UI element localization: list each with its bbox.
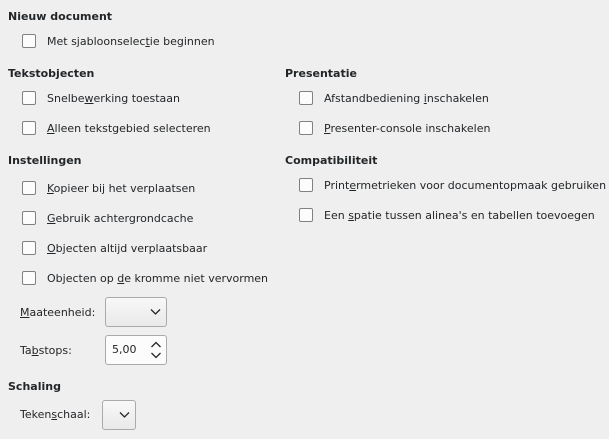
checkbox-box[interactable] [299,178,313,192]
checkbox-box[interactable] [299,91,313,105]
checkbox-label: Snelbewerking toestaan [47,91,181,105]
checkbox-box[interactable] [22,91,36,105]
checkbox-label: Afstandbediening inschakelen [324,91,489,105]
quick-edit-checkbox[interactable] [22,91,180,105]
section-scaling-title: Schaling [8,380,61,393]
printer-metrics-checkbox[interactable] [299,178,606,192]
checkbox-box[interactable] [22,181,36,195]
checkbox-label: Een spatie tussen alinea's en tabellen toevoegen [324,208,595,222]
unit-label: Maateenheid: [20,306,96,319]
checkbox-label: Objecten altijd verplaatsbaar [47,241,208,255]
section-settings-title: Instellingen [8,154,82,167]
checkbox-label: Printermetrieken voor documentopmaak gebruiken [324,178,607,192]
section-compatibility-title: Compatibiliteit [285,154,378,167]
checkbox-box[interactable] [22,241,36,255]
no-distort-curve-checkbox[interactable] [22,271,268,285]
drawing-scale-combobox[interactable] [102,400,136,430]
checkbox-label: Objecten op de kromme niet vervormen [47,271,269,285]
always-movable-checkbox[interactable] [22,241,207,255]
copy-when-moving-checkbox[interactable] [22,181,195,195]
section-text-objects-title: Tekstobjecten [8,67,95,80]
unit-combobox[interactable] [105,297,167,327]
chevron-down-icon [150,309,161,316]
checkbox-label: Presenter-console inschakelen [324,121,491,135]
select-text-area-checkbox[interactable] [22,121,211,135]
checkbox-box[interactable] [22,271,36,285]
tabstops-value[interactable]: 5,00 [112,343,137,356]
spin-arrows-icon[interactable] [150,339,162,361]
checkbox-label: Met sjabloonselectie beginnen [47,34,215,48]
drawing-scale-label: Tekenschaal: [20,408,91,421]
checkbox-box[interactable] [299,121,313,135]
remote-control-checkbox[interactable] [299,91,489,105]
checkbox-label: Gebruik achtergrondcache [47,211,194,225]
background-cache-checkbox[interactable] [22,211,193,225]
tabstops-label: Tabstops: [20,344,72,357]
presenter-console-checkbox[interactable] [299,121,490,135]
checkbox-box[interactable] [22,34,36,48]
template-selection-checkbox[interactable] [22,34,215,48]
checkbox-label: Kopieer bij het verplaatsen [47,181,196,195]
section-presentation-title: Presentatie [285,67,357,80]
checkbox-box[interactable] [22,121,36,135]
chevron-down-icon [119,412,130,419]
tabstops-spinbox[interactable] [105,335,167,365]
checkbox-box[interactable] [299,208,313,222]
section-new-document-title: Nieuw document [8,10,113,23]
paragraph-spacing-checkbox[interactable] [299,208,595,222]
checkbox-box[interactable] [22,211,36,225]
checkbox-label: Alleen tekstgebied selecteren [47,121,211,135]
